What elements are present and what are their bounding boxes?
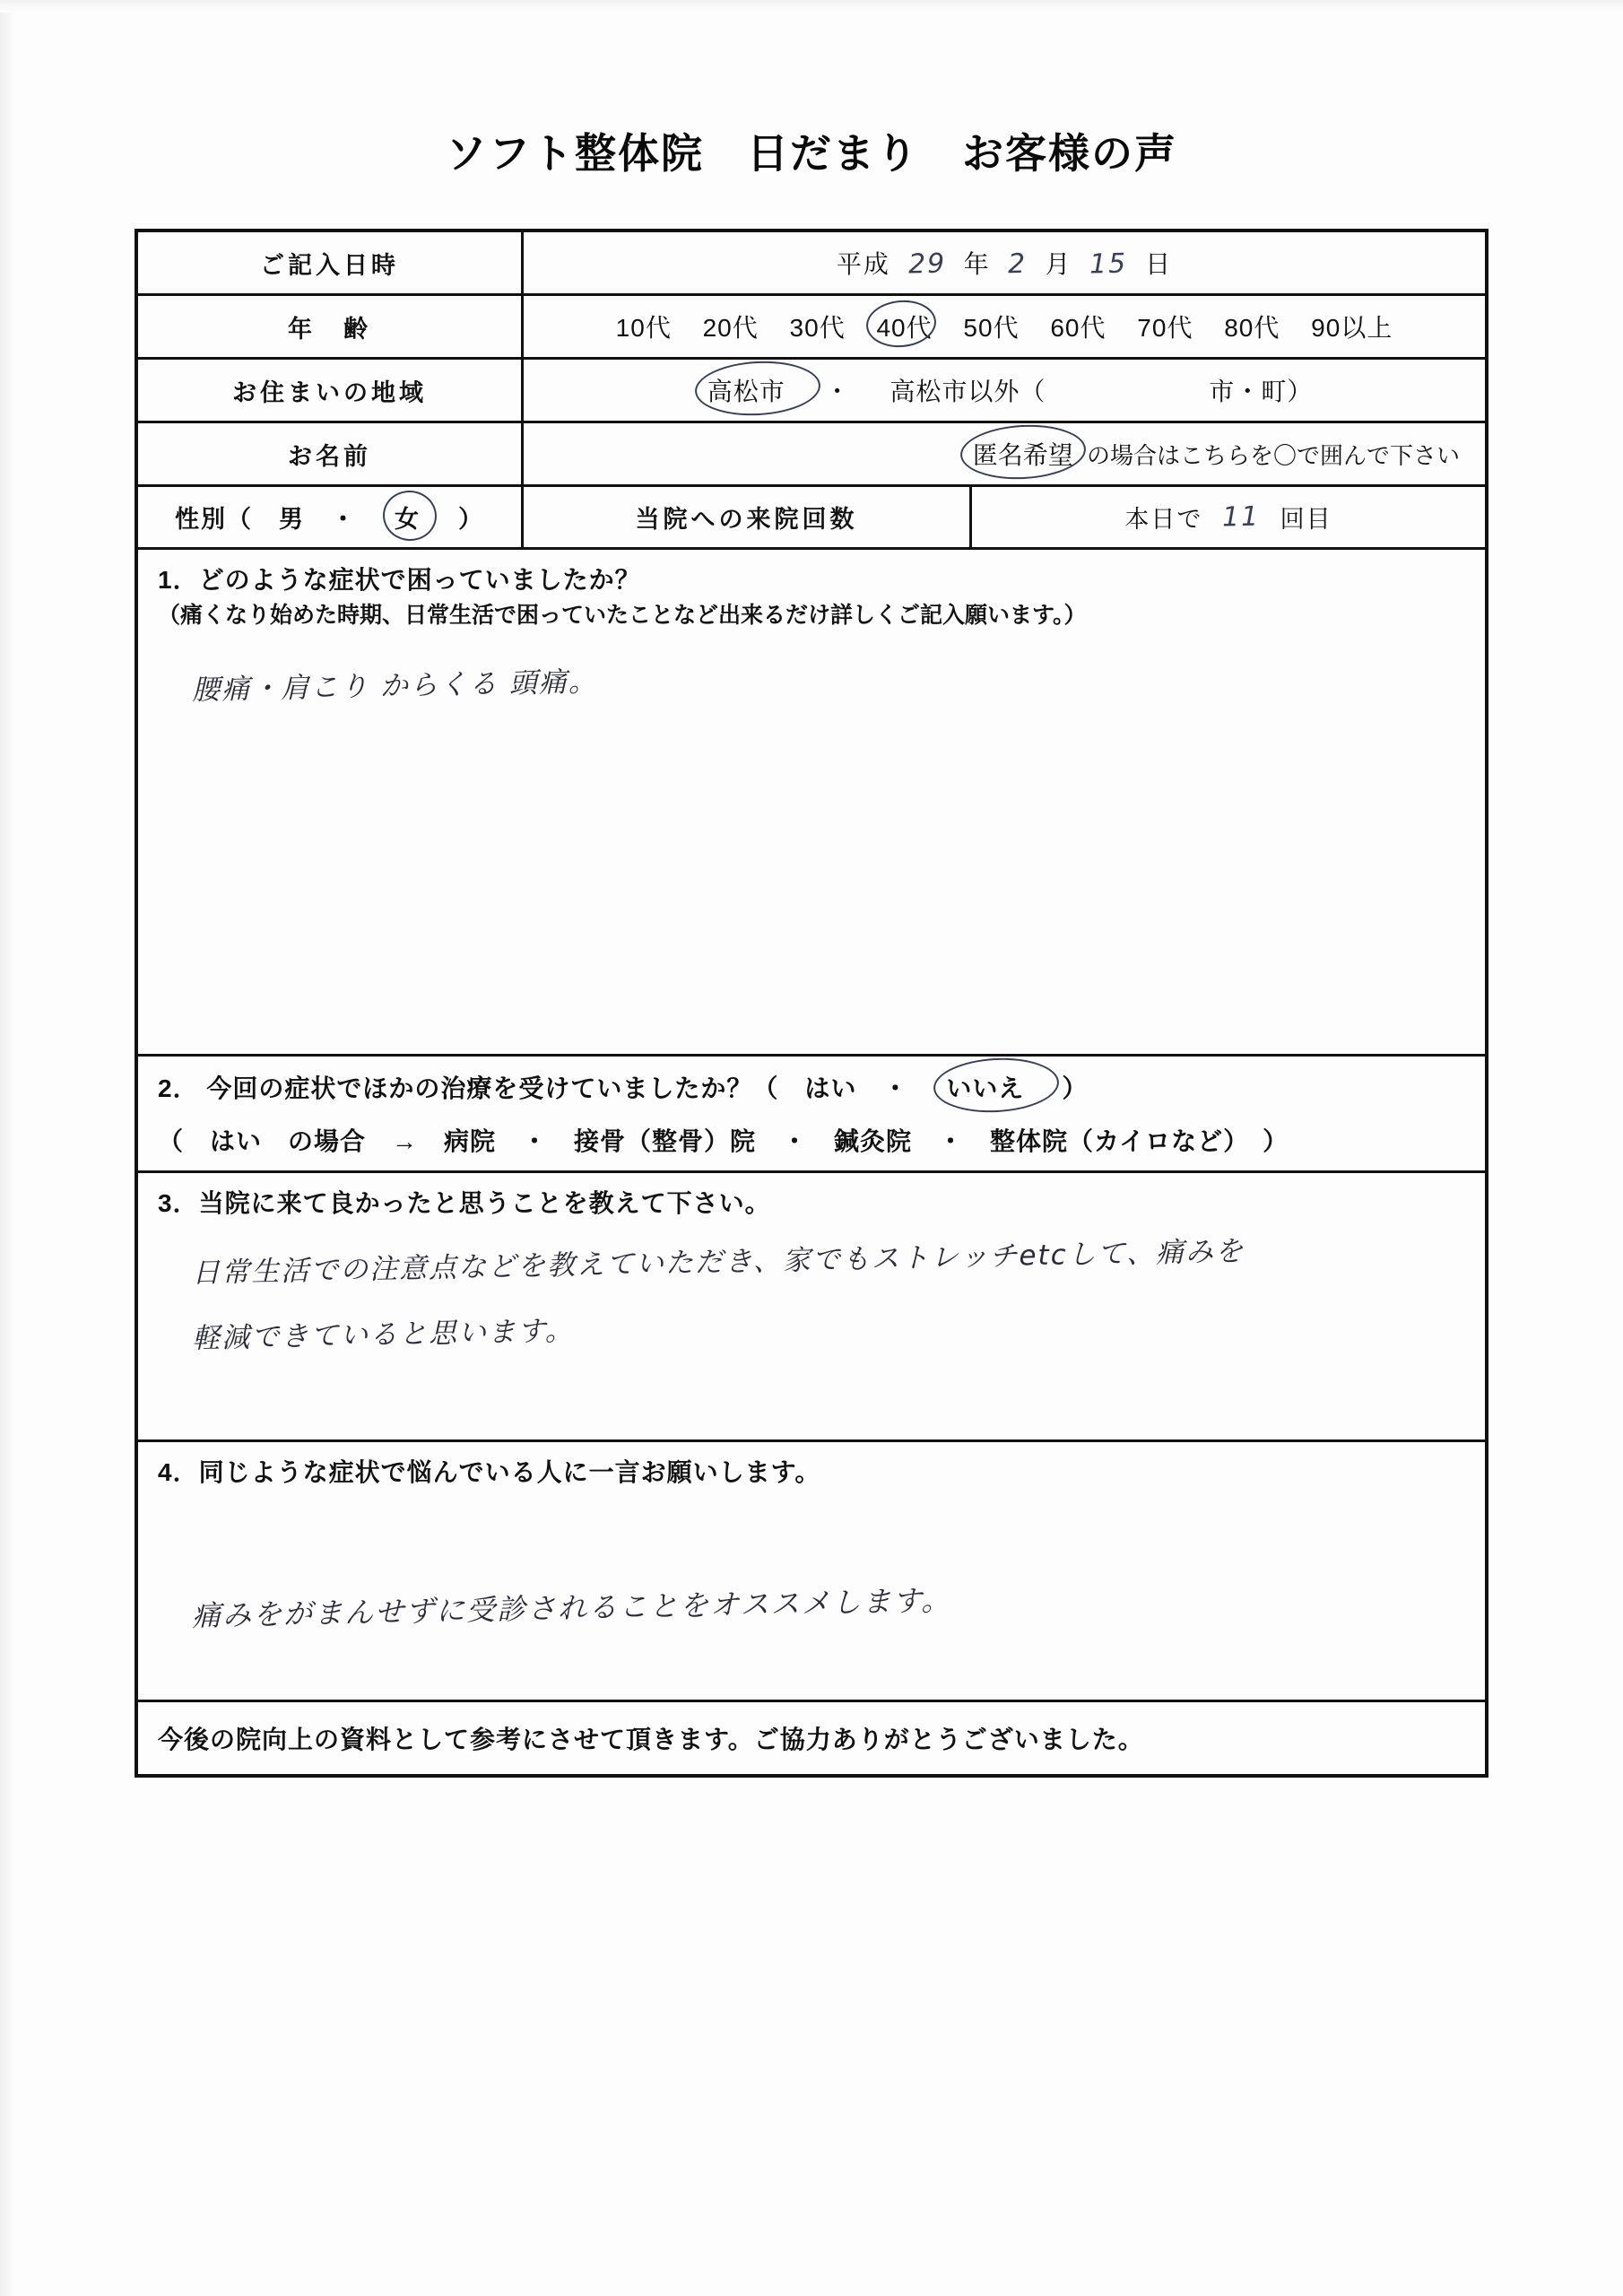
footer-note: 今後の院向上の資料として参考にさせて頂きます。ご協力ありがとうございました。 — [158, 1725, 1144, 1753]
question-1-subtitle: （痛くなり始めた時期、日常生活で困っていたことなど出来るだけ詳しくご記入願います。） — [158, 602, 1087, 628]
date-day-unit: 日 — [1145, 250, 1173, 278]
value-date[interactable] — [524, 232, 1485, 293]
age-option-90plus[interactable]: 90以上 — [1311, 314, 1393, 342]
date-day-value: 15 — [1089, 248, 1128, 281]
scan-edge-left — [0, 0, 16, 2296]
age-option-30[interactable]: 30代 — [789, 314, 846, 342]
answer-3[interactable] — [158, 1222, 1465, 1356]
question-1-number: 1． — [158, 566, 199, 594]
label-visits: 当院への来院回数 — [524, 487, 972, 547]
row-sex-visits — [138, 487, 1485, 550]
row-name — [138, 423, 1485, 487]
question-3 — [138, 1173, 1485, 1442]
area-suffix: 市・町） — [1209, 378, 1314, 405]
question-3-text: 当院に来て良かったと思うことを教えて下さい。 — [198, 1188, 771, 1217]
question-4-text: 同じような症状で悩んでいる人に一言お願いします。 — [198, 1457, 821, 1486]
value-visits[interactable] — [972, 487, 1485, 547]
sex-female-selected[interactable]: 女 — [395, 500, 421, 535]
question-3-number: 3． — [158, 1188, 199, 1217]
row-age — [138, 296, 1485, 360]
answer-3-line-2: 軽減できていると思います。 — [191, 1315, 575, 1356]
label-date: ご記入日時 — [138, 232, 524, 293]
age-option-70[interactable]: 70代 — [1137, 314, 1193, 342]
question-2-text-wrap: 今回の症状でほかの治療を受けていましたか？（ はい ・ いいえ ） — [199, 1074, 1089, 1102]
date-month-unit: 月 — [1045, 250, 1072, 278]
age-option-50[interactable]: 50代 — [963, 314, 1020, 342]
scan-edge-top — [0, 0, 1623, 13]
visits-unit: 回目 — [1280, 506, 1332, 533]
visits-today-prefix: 本日で — [1124, 506, 1203, 533]
question-2-subline: （ はい の場合 → 病院 ・ 接骨（整骨）院 ・ 鍼灸院 ・ 整体院（カイロなど） ） — [158, 1126, 1289, 1155]
answer-4[interactable] — [158, 1491, 1465, 1634]
visits-count: 11 — [1222, 500, 1261, 534]
age-option-20[interactable]: 20代 — [702, 314, 759, 342]
page-title: ソフト整体院 日だまり お客様の声 — [446, 130, 1177, 177]
question-3-title — [158, 1186, 1465, 1222]
date-month-value: 2 — [1008, 248, 1028, 281]
answer-4-line-1: 痛みをがまんせずに受診されることをオススメします。 — [191, 1583, 952, 1634]
age-option-80[interactable]: 80代 — [1224, 314, 1280, 342]
question-4-number: 4． — [158, 1457, 199, 1486]
question-2-title — [138, 1057, 1485, 1122]
row-date — [138, 232, 1485, 296]
area-separator: ・ — [824, 378, 851, 405]
question-4 — [138, 1442, 1485, 1702]
question-1 — [138, 550, 1485, 1057]
answer-1-line-1: 腰痛・肩こり からくる 頭痛。 — [191, 665, 599, 707]
question-4-title — [158, 1455, 1465, 1492]
questionnaire-form — [135, 229, 1488, 1778]
question-2 — [138, 1057, 1485, 1173]
age-option-60[interactable]: 60代 — [1050, 314, 1107, 342]
age-option-10[interactable]: 10代 — [615, 314, 672, 342]
value-area[interactable] — [524, 360, 1485, 421]
answer-1[interactable] — [158, 631, 1465, 707]
date-year-unit: 年 — [963, 250, 991, 278]
value-age[interactable] — [524, 296, 1485, 357]
age-option-40-selected[interactable]: 40代 — [876, 309, 932, 344]
area-option-takamatsu-selected[interactable]: 高松市 — [707, 372, 785, 408]
date-era: 平成 — [836, 250, 890, 278]
question-1-title — [158, 562, 1465, 599]
answer-3-line-1: 日常生活での注意点などを教えていただき、家でもストレッチetcして、痛みを — [191, 1235, 1245, 1291]
label-age: 年 齢 — [138, 296, 524, 357]
question-1-text: どのような症状で困っていましたか？ — [198, 566, 641, 594]
label-area: お住まいの地域 — [138, 360, 524, 421]
value-name[interactable] — [524, 423, 1485, 484]
area-option-other[interactable]: 高松市以外（ — [890, 378, 1046, 405]
row-area — [138, 360, 1485, 423]
label-name: お名前 — [138, 423, 524, 484]
anonymous-note: の場合はこちらを〇で囲んで下さい — [1086, 442, 1460, 469]
question-2-number: 2． — [158, 1074, 199, 1102]
anonymous-option-selected[interactable]: 匿名希望 — [973, 436, 1073, 472]
q2-option-no-selected[interactable]: いいえ — [946, 1069, 1024, 1109]
label-sex[interactable]: 性別（ 男 ・ 女 ） — [138, 487, 524, 547]
date-year-value: 29 — [907, 248, 947, 281]
